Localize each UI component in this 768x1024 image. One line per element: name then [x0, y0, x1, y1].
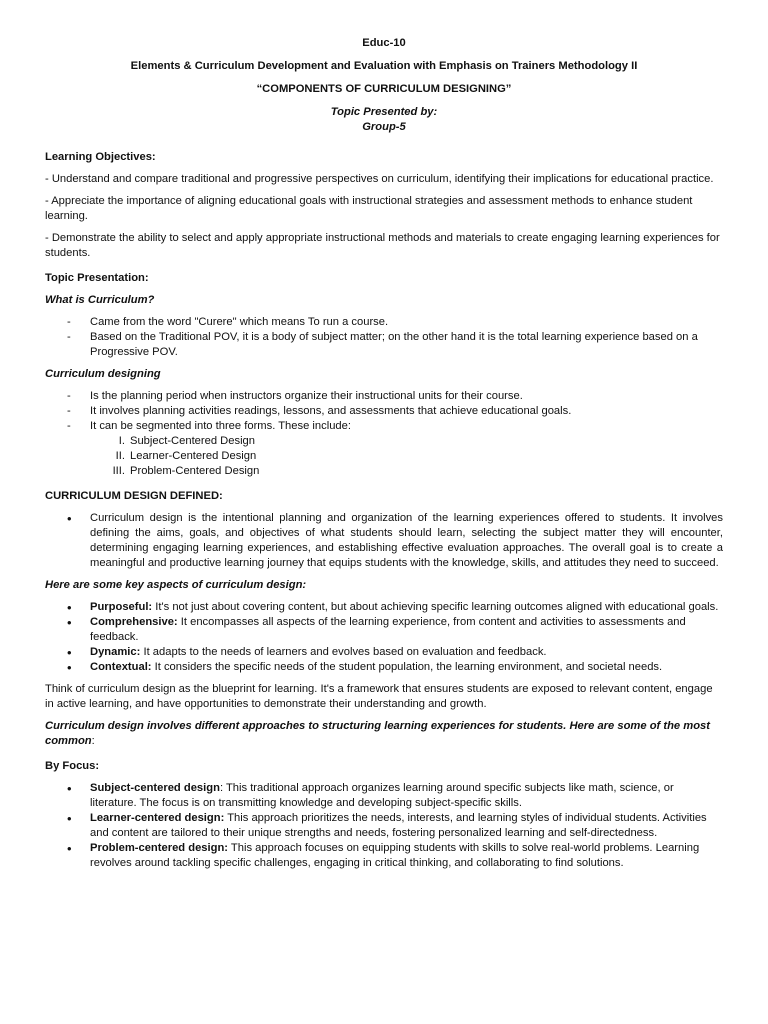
objective-item: - Understand and compare traditional and progressive perspectives on curriculum, identifying their implications for educational practice. — [45, 173, 714, 185]
objective-item: - Demonstrate the ability to select and apply appropriate instructional methods and materials to create engaging learning experiences for students. — [45, 232, 720, 259]
approaches-intro-colon: : — [91, 735, 95, 747]
design-forms-list — [45, 434, 723, 479]
list-item: - Based on the Traditional POV, it is a body of subject matter; on the other hand it is the total learning experience based on a Progressive POV. — [45, 330, 723, 360]
designing-list — [45, 389, 723, 434]
list-number: II. — [115, 450, 125, 462]
aspects-heading: Here are some key aspects of curriculum design: — [45, 579, 307, 591]
list-item — [45, 600, 723, 615]
aspect-term: Dynamic: — [90, 646, 141, 658]
list-item: - It can be segmented into three forms. These include: — [45, 419, 723, 434]
aspect-text: It considers the specific needs of the student population, the learning environment, and societal needs. — [151, 661, 663, 673]
list-item — [45, 615, 723, 645]
list-item — [45, 434, 723, 449]
designing-heading: Curriculum designing — [45, 368, 161, 380]
aspect-text: It's not just about covering content, but about achieving specific learning outcomes aligned with educational goals. — [152, 601, 719, 613]
what-is-list — [45, 315, 723, 360]
form-label: Problem-Centered Design — [130, 465, 260, 477]
defined-list — [45, 511, 723, 571]
defined-heading: CURRICULUM DESIGN DEFINED: — [45, 490, 223, 502]
aspect-term: Purposeful: — [90, 601, 153, 613]
list-item — [45, 449, 723, 464]
course-subtitle: Elements & Curriculum Development and Evaluation with Emphasis on Trainers Methodology II — [130, 60, 638, 72]
list-item — [45, 660, 723, 675]
document-page — [45, 36, 723, 871]
focus-text: This approach focuses on equipping students with skills to solve real-world problems. Learning revolves around tackling specific challenges, engaging in critical thinking, and collaborating to find solutions. — [90, 842, 700, 869]
list-item: - Is the planning period when instructors organize their instructional units for their course. — [45, 389, 723, 404]
blueprint-paragraph: Think of curriculum design as the blueprint for learning. It's a framework that ensures students are exposed to relevant content, engage in active learning, and have opportunities to demonstrate their understanding and growth. — [45, 683, 713, 710]
by-focus-heading: By Focus: — [45, 760, 100, 772]
list-number: I. — [118, 435, 125, 447]
list-number: III. — [112, 465, 125, 477]
list-item — [45, 841, 723, 871]
what-is-heading: What is Curriculum? — [45, 294, 155, 306]
course-code: Educ-10 — [362, 37, 406, 49]
form-label: Learner-Centered Design — [130, 450, 257, 462]
aspect-text: It encompasses all aspects of the learning experience, from content and activities to assessments and feedback. — [90, 616, 686, 643]
group-name: Group-5 — [362, 121, 406, 133]
presented-by: Topic Presented by: — [330, 106, 438, 118]
objective-item: - Appreciate the importance of aligning educational goals with instructional strategies and assessment methods to enhance student learning. — [45, 195, 693, 222]
list-item — [45, 645, 723, 660]
objectives-heading: Learning Objectives: — [45, 151, 156, 163]
aspect-term: Comprehensive: — [90, 616, 178, 628]
list-item: - It involves planning activities readings, lessons, and assessments that achieve educational goals. — [45, 404, 723, 419]
list-item: - Came from the word "Curere" which means To run a course. — [45, 315, 723, 330]
focus-text: : This traditional approach organizes learning around specific subjects like math, science, or literature. The focus is on transmitting knowledge and developing subject-specific skills. — [90, 782, 674, 809]
approaches-intro — [45, 719, 723, 749]
focus-term: Learner-centered design: — [90, 812, 225, 824]
focus-term: Subject-centered design — [90, 782, 220, 794]
list-item — [45, 464, 723, 479]
approaches-intro-text: Curriculum design involves different approaches to structuring learning experiences for students. Here are some of the most common — [45, 720, 710, 747]
list-item — [45, 811, 723, 841]
presentation-heading: Topic Presentation: — [45, 272, 149, 284]
aspect-text: It adapts to the needs of learners and evolves based on evaluation and feedback. — [140, 646, 547, 658]
form-label: Subject-Centered Design — [130, 435, 255, 447]
document-title: “COMPONENTS OF CURRICULUM DESIGNING” — [256, 83, 512, 95]
focus-text: This approach prioritizes the needs, interests, and learning styles of individual students. Activities and content are tailored to their unique strengths and needs, fostering personalized learning and self-directedness. — [90, 812, 707, 839]
focus-term: Problem-centered design: — [90, 842, 229, 854]
list-item: • Curriculum design is the intentional planning and organization of the learning experiences offered to students. It involves defining the aims, goals, and objectives of what students should learn, selecting the subject matter they will encounter, determining engaging learning experiences, and establishing effective evaluation approaches. The overall goal is to create a meaningful and productive learning journey that equips students with the knowledge, skills, and attitudes they need to succeed. — [45, 511, 723, 571]
aspects-list — [45, 600, 723, 675]
list-item — [45, 781, 723, 811]
aspect-term: Contextual: — [90, 661, 152, 673]
by-focus-list — [45, 781, 723, 871]
